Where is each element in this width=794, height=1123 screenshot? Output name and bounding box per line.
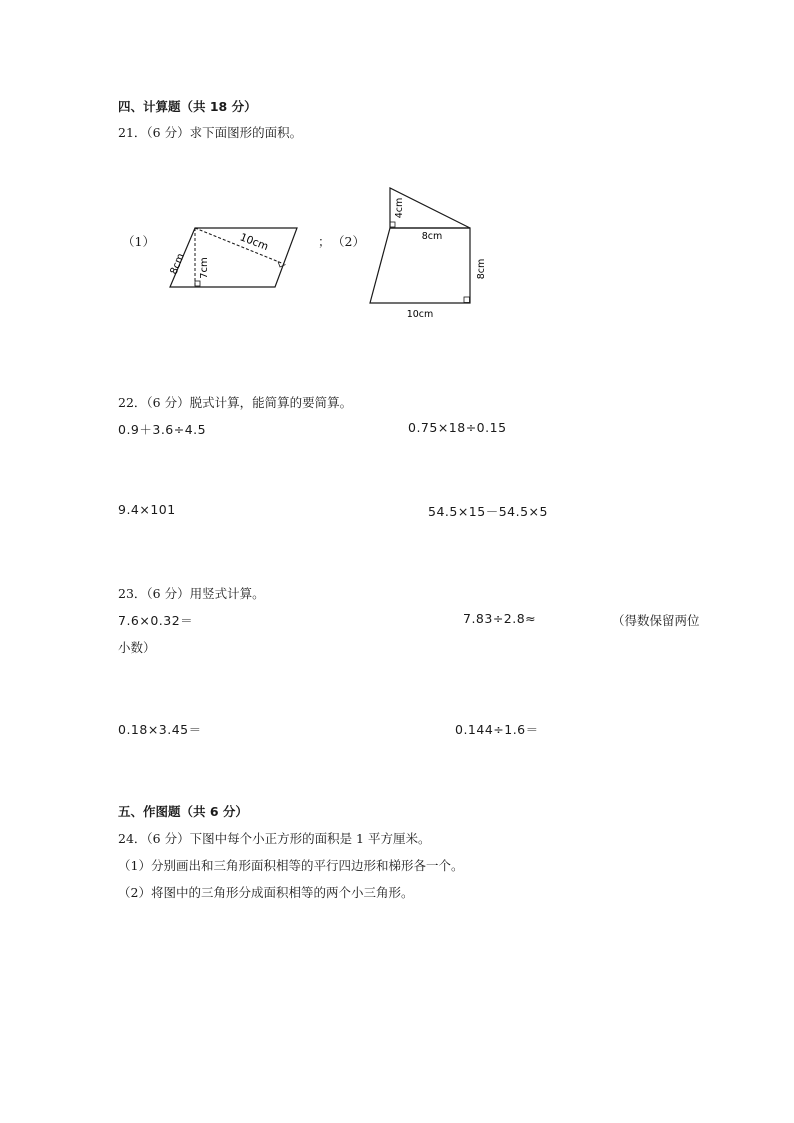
figure-2-label: （2）	[332, 234, 365, 249]
triangle-height-label: 4cm	[394, 197, 405, 219]
q22-item-4: 54.5×15－54.5×5	[428, 504, 548, 519]
bottom-base-label: 10cm	[406, 309, 434, 320]
section-title: 四、计算题（共 18 分）	[118, 99, 257, 114]
q22-item-2: 0.75×18÷0.15	[408, 420, 507, 435]
separator: ；	[318, 234, 331, 249]
q22-item-3: 9.4×101	[118, 502, 176, 517]
figure-1-label: （1）	[122, 234, 155, 249]
side-label: 8cm	[168, 251, 187, 277]
trapezoid-right-angle-mark	[464, 297, 470, 303]
trapezoid-figure	[360, 183, 490, 323]
q23-note-line1: （得数保留两位	[612, 613, 700, 628]
q23-note-line2: 小数）	[118, 640, 156, 655]
question-24-stem: 24．（6 分）下图中每个小正方形的面积是 1 平方厘米。	[118, 831, 431, 846]
parallelogram-figure	[160, 220, 305, 295]
diagonal-label: 10cm	[238, 231, 270, 254]
q23-item-4: 0.144÷1.6＝	[455, 722, 539, 737]
question-23-stem: 23．（6 分）用竖式计算。	[118, 586, 265, 601]
q24-sub-1: （1）分别画出和三角形面积相等的平行四边形和梯形各一个。	[118, 858, 464, 873]
trapezoid-outline	[370, 228, 470, 303]
height-label: 7cm	[199, 257, 210, 279]
section-title-5: 五、作图题（共 6 分）	[118, 804, 248, 819]
q23-item-3: 0.18×3.45＝	[118, 722, 202, 737]
top-base-label: 8cm	[421, 231, 443, 242]
question-21-stem: 21．（6 分）求下面图形的面积。	[118, 125, 303, 140]
right-side-label: 8cm	[476, 258, 487, 280]
q23-item-2: 7.83÷2.8≈	[463, 611, 537, 626]
question-22-stem: 22．（6 分）脱式计算，能简算的要简算。	[118, 395, 353, 410]
right-angle-mark	[195, 281, 200, 286]
q23-item-1: 7.6×0.32＝	[118, 613, 194, 628]
q22-item-1: 0.9＋3.6÷4.5	[118, 422, 207, 437]
q24-sub-2: （2）将图中的三角形分成面积相等的两个小三角形。	[118, 885, 414, 900]
triangle-right-angle-mark	[390, 222, 395, 227]
parallelogram-outline	[170, 228, 297, 287]
